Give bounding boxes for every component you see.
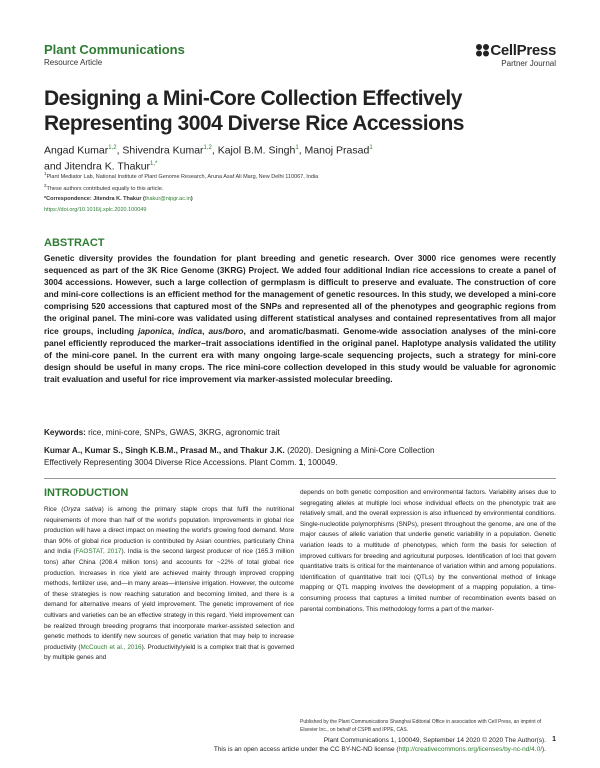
author-superscript[interactable]: 1,2 xyxy=(108,145,117,151)
footer-citation: Plant Communications 1, 100049, September 14 2020 © 2020 The Author(s). xyxy=(323,737,546,744)
author-superscript[interactable]: 1 xyxy=(295,145,299,151)
abstract-italic: aus/boro xyxy=(208,325,244,336)
keywords-label: Keywords: xyxy=(44,428,86,437)
abstract-part: , and aromatic/basmati. Genome-wide association analyses of the mini-core panel efficiently reproduced the marker–trait associations identified in the original panel. Haplotype analysis validated the utility of the mini-core panel. In the current era with many ongoing large-scale sequencing projects, such a strategy for mini-core design should be useful in many crops. The rice mini-core collection developed in this study would be valuable for agronomic trait evaluation and useful for rice improvement via marker-assisted molecular breeding. xyxy=(44,325,556,384)
doi-link[interactable]: https://doi.org/10.1016/j.xplc.2020.100049 xyxy=(44,207,147,213)
intro-text: ) is among the primary staple crops that fulfil the nutritional requirements of more than half of the world's population. Improvements in global rice production will have a direct impact on meeting the world's growing food demand. More than 90% of global rice production is contributed by Asian countries, particularly China and India ( xyxy=(44,506,294,556)
affiliation-text: These authors contributed equally to this article. xyxy=(46,185,164,192)
affiliation-marker: 1 xyxy=(44,171,47,176)
license-text: This is an open access article under the CC BY-NC-ND license ( xyxy=(213,746,399,753)
section-divider xyxy=(44,478,556,479)
citation-volume: 1 xyxy=(298,457,304,467)
partner-journal-label: Partner Journal xyxy=(501,59,556,68)
cellpress-wordmark xyxy=(475,42,556,59)
author-list: Angad Kumar$^{1,2}$, Shivendra Kumar$^{1,2}$, Kajol B.M. Singh$^1$, Manoj Prasad$^1$ and Jitendra K. Thakur$^{1,*}$ xyxy=(44,144,373,172)
affiliation-1 xyxy=(44,170,318,181)
license-link[interactable]: http://creativecommons.org/licenses/by-nc-nd/4.0/ xyxy=(398,746,543,753)
citation-pages: , 100049. xyxy=(303,457,338,467)
publication-note: Published by the Plant Communications Shanghai Editorial Office in association with Cell Press, an imprint of Elsevier Inc., on behalf of CSPB and IPPE, CAS. xyxy=(300,719,542,733)
article-title: Designing a Mini-Core Collection Effectively Representing 3004 Diverse Rice Accessions xyxy=(44,87,464,135)
keywords-text: rice, mini-core, SNPs, GWAS, 3KRG, agronomic trait xyxy=(88,428,280,437)
abstract-sep: , xyxy=(202,325,209,336)
abstract-italic: indica xyxy=(178,325,203,336)
abstract-heading: ABSTRACT xyxy=(44,237,105,249)
author-name[interactable]: Manoj Prasad xyxy=(304,144,370,157)
intro-left-column xyxy=(44,505,294,664)
author-name[interactable]: and Jitendra K. Thakur xyxy=(44,160,151,172)
author-superscript[interactable]: 1,* xyxy=(150,160,158,167)
abstract-part: Genetic diversity provides the foundation for plant breeding and genetic research. Over 3000 rice genomes were recently sequenced as part of the 3K Rice Genome (3KRG) Project. We added four additional Indian rice accessions to create a panel of 3004 accessions. However, such a large collection of germplasm is difficult to preserve and evaluate. The construction of core and mini-core collections is an efficient method for the management of genetic resources. In this study, we developed a mini-core comprising 520 accessions that captured most of the SNPs and represented all of the phenotypes and geographic regions from the original panel. The mini-core was validated using different statistical analyses and contained representatives from all major rice groups, including xyxy=(44,253,556,336)
intro-text: ). Productivity/yield is a complex trait that is governed by multiple genes and xyxy=(44,643,295,662)
author-name[interactable]: Shivendra Kumar xyxy=(122,144,204,157)
citation xyxy=(44,445,464,468)
intro-right-column: depends on both genetic composition and environmental factors. Variability arises due to segregating alleles at multiple loci whose individual effects on the phenotypic trait are relatively small, and the overall expression is also influenced by environmental conditions. Single-nucleotide polymorphisms (SNPs), present throughout the genome, are one of the major causes of allelic variation that underlie genetic variability in a population. Genetic variation leads to a multitude of phenotypes, which form the basis for selection of improved cultivars for breeding and agricultural purposes. Identification of loci that govern quantitative traits is critical for the maintenance of variation within and among populations. Identification of quantitative trait loci (QTLs) by the conventional method of linkage mapping or QTL mapping involves the development of a mapping population, a time-consuming process that captures a limited number of recombination events based on parental combinations. This methodology forms a part of the marker- xyxy=(300,489,556,613)
abstract-text xyxy=(44,252,556,385)
cellpress-text: CellPress xyxy=(490,42,556,59)
abstract-sep: , xyxy=(171,325,179,336)
abstract-italic: japonica xyxy=(138,325,172,336)
page-number: 1 xyxy=(552,736,556,743)
author-superscript[interactable]: 1,2 xyxy=(203,145,212,151)
citation-authors: Kumar A., Kumar S., Singh K.B.M., Prasad M., and Thakur J.K. xyxy=(44,446,285,455)
license-text: ). xyxy=(542,746,546,753)
introduction-heading: INTRODUCTION xyxy=(44,487,129,499)
affiliation-text: Plant Mediator Lab, National Institute of Plant Genome Research, Aruna Asaf Ali Marg, New Delhi 110067, India xyxy=(46,173,319,180)
journal-name[interactable]: Plant Communications xyxy=(44,42,185,57)
affiliation-marker: 2 xyxy=(44,183,47,188)
correspondence-email-link[interactable]: thakur@nipgr.ac.in xyxy=(144,196,191,202)
intro-text: Rice ( xyxy=(44,506,64,513)
affiliation-2 xyxy=(44,182,163,193)
intro-text: ). India is the second largest producer of rice (165.3 million tons) after China (208.4 million tons) and accounts for ~22% of total global rice production. Increases in rice yield are achieved mainly through improved cropping methods, fertilizer use, and—in many areas—intensive irrigation. However, the outcome of these strategies is now reaching saturation and becoming limited, and there is a demand for alternative means of yield improvement. The genetic improvement of rice cultivars and varieties can be an effective strategy in this regard. Yield improvement can be realized through breeding programs that incorporate marker-assisted selection and genetic methods to identify new sources of genetic variation that may help to increase productivity ( xyxy=(44,548,295,651)
article-type: Resource Article xyxy=(44,58,103,67)
license-line xyxy=(214,746,546,753)
citation-text: (2020). Designing a Mini-Core Collection Effectively Representing 3004 Diverse Rice Accessions. Plant Comm. xyxy=(44,446,435,467)
cellpress-icon xyxy=(475,43,490,57)
correspondence-label: *Correspondence: Jitendra K. Thakur ( xyxy=(44,196,145,202)
intro-italic: Oryza sativa xyxy=(63,506,102,513)
reference-link[interactable]: FAOSTAT, 2017 xyxy=(75,548,122,556)
correspondence-close: ) xyxy=(190,196,193,202)
author-name[interactable]: Angad Kumar xyxy=(44,144,109,157)
correspondence xyxy=(44,195,193,203)
author-superscript[interactable]: 1 xyxy=(369,145,373,151)
publisher-logo[interactable] xyxy=(475,42,556,68)
keywords xyxy=(44,428,280,437)
reference-link[interactable]: McCouch et al., 2016 xyxy=(80,643,142,651)
author-name[interactable]: Kajol B.M. Singh xyxy=(217,144,296,157)
